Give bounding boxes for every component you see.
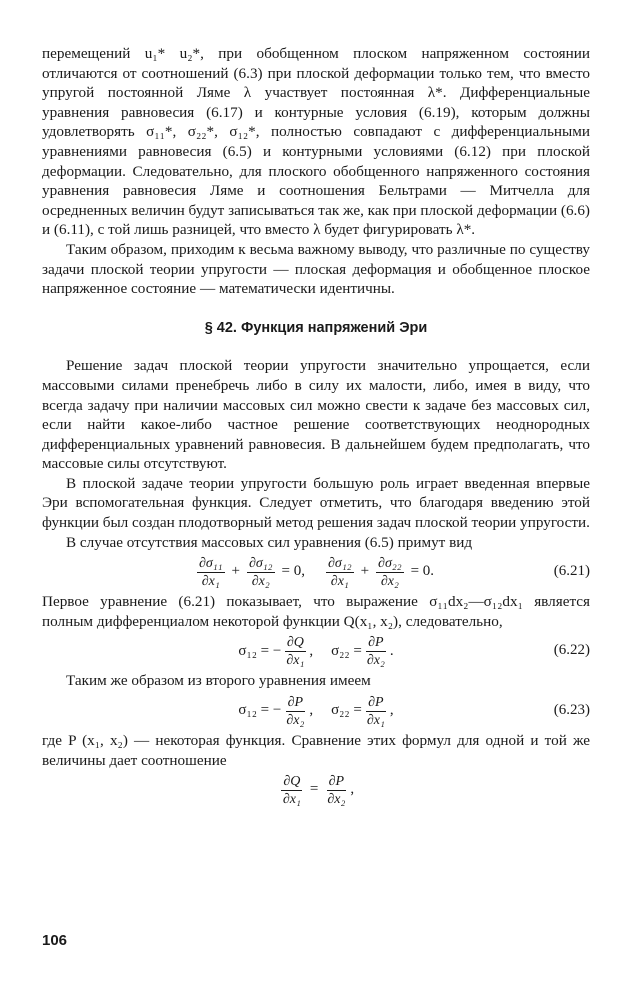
lhs: σ₁₂ = − xyxy=(238,642,282,659)
numerator: ∂P xyxy=(328,773,345,789)
lhs: σ₁₂ = − xyxy=(238,702,282,719)
fraction xyxy=(247,555,275,590)
numerator: ∂σ₂₂ xyxy=(378,555,402,571)
paragraph-8: где P (x₁, x₂) — некоторая функция. Сравнение этих формул для одной и той же величины дает соотношение xyxy=(42,732,590,769)
paragraph-4: В плоской задаче теории упругости большую роль играет введенная впервые Эри вспомогательная функция. Следует отметить, что благодаря введению этой функции был создан плодотворный метод решения задач плоской теории упругости. xyxy=(42,474,590,532)
numerator: ∂P xyxy=(368,694,384,710)
numerator: ∂σ₁₂ xyxy=(328,555,352,571)
fraction xyxy=(197,555,225,590)
denominator: ∂x₁ xyxy=(286,652,305,668)
fraction xyxy=(325,773,347,808)
paragraph-1: перемещений u₁* u₂*, при обобщенном плоском напряженном состоянии отличаются от соотношений (6.3) при плоской деформации только тем, что вместо упругой постоянной Ляме λ участвует постоянная λ*. Дифференциальные уравнения равновесия (6.17) и контурные условия (6.19), которым должны удовлетворять σ₁₁*, σ₂₂*, σ₁₂*, полностью совпадают с дифференциальными уравнениями равновесия (6.5) и контурными условиями (6.12) при плоской деформации. Следовательно, для плоского обобщенного напряженного состояния уравнения равновесия Ляме и соотношения Бельтрами — Митчелла для осредненных величин будут записываться так же, как при плоской деформации (6.6) и (6.11), с той лишь разницей, что вместо λ будет фигурировать λ*. xyxy=(42,45,590,239)
fraction xyxy=(365,634,387,669)
denominator: ∂x₂ xyxy=(380,573,399,589)
numerator: ∂Q xyxy=(283,773,301,789)
fraction xyxy=(365,694,387,729)
equation-unnumbered xyxy=(42,770,590,810)
equation-number: (6.23) xyxy=(553,702,590,719)
denominator: ∂x₁ xyxy=(366,712,385,728)
operator: = xyxy=(309,781,319,798)
denominator: ∂x₁ xyxy=(282,791,301,807)
denominator: ∂x₁ xyxy=(201,573,220,589)
equation-6-23 xyxy=(42,691,590,731)
fraction xyxy=(281,773,303,808)
numerator: ∂σ₁₂ xyxy=(248,555,273,571)
equation-number: (6.21) xyxy=(553,563,590,580)
paragraph-7: Таким же образом из второго уравнения имеем xyxy=(66,672,371,690)
numerator: ∂P xyxy=(368,634,384,650)
separator: , xyxy=(350,781,355,798)
fraction xyxy=(284,634,306,669)
page-number: 106 xyxy=(42,932,68,949)
operator: = 0. xyxy=(410,563,435,580)
denominator: ∂x₁ xyxy=(330,573,349,589)
fraction xyxy=(284,694,306,729)
fraction xyxy=(376,555,404,590)
separator: , xyxy=(309,642,314,659)
paragraph-2: Таким образом, приходим к весьма важному выводу, что различные по существу задачи плоской теории упругости — плоская деформация и обобщенное плоское напряженное состояние — математически идентичны. xyxy=(42,240,590,298)
separator: , xyxy=(389,702,394,719)
numerator: ∂P xyxy=(287,694,304,710)
numerator: ∂Q xyxy=(286,634,304,650)
paragraph-5: В случае отсутствия массовых сил уравнения (6.5) примут вид xyxy=(66,533,473,551)
denominator: ∂x₂ xyxy=(327,791,346,807)
equation-number: (6.22) xyxy=(553,642,590,659)
separator: , xyxy=(309,702,314,719)
paragraph-6: Первое уравнение (6.21) показывает, что выражение σ₁₁dx₂—σ₁₂dx₁ является полным дифференциалом некоторой функции Q(x₁, x₂), следовательно, xyxy=(42,593,590,630)
denominator: ∂x₂ xyxy=(251,573,270,589)
lhs: σ₂₂ = xyxy=(331,702,362,719)
page-body xyxy=(42,44,590,810)
separator: . xyxy=(389,642,394,659)
denominator: ∂x₂ xyxy=(366,652,385,668)
paragraph-3: Решение задач плоской теории упругости значительно упрощается, если массовыми силами пренебречь либо в силу их малости, либо, имея в виду, что всегда задачу при наличии массовых сил можно свести к задаче без массовых сил, если найти какое-либо частное решение соответствующих неоднородных дифференциальных уравнений равновесия. В дальнейшем будем предполагать, что массовые силы отсутствуют. xyxy=(42,357,590,473)
fraction xyxy=(326,555,354,590)
section-heading: § 42. Функция напряжений Эри xyxy=(204,319,428,336)
operator: + xyxy=(231,563,240,580)
numerator: ∂σ₁₁ xyxy=(198,555,223,571)
denominator: ∂x₂ xyxy=(286,712,305,728)
operator: + xyxy=(360,563,370,580)
equation-6-22 xyxy=(42,631,590,671)
operator: = 0, xyxy=(281,563,305,580)
equation-6-21 xyxy=(42,552,590,592)
lhs: σ₂₂ = xyxy=(331,642,362,659)
